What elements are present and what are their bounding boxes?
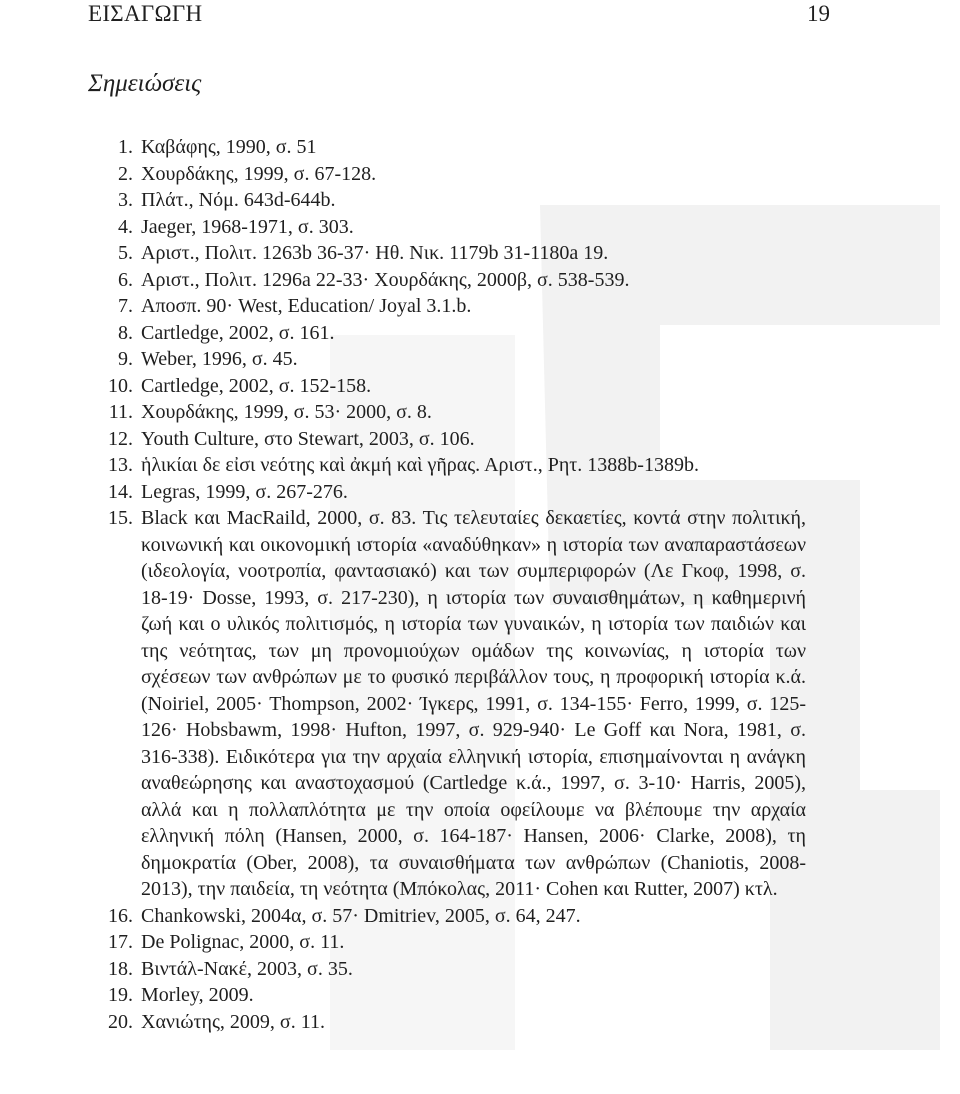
note-item [100, 929, 806, 956]
note-number: 11. [108, 401, 133, 423]
note-item [100, 214, 806, 241]
note-text: De Polignac, 2000, σ. 11. [141, 931, 345, 953]
note-item [100, 134, 806, 161]
note-item [100, 267, 806, 294]
note-number: 17. [108, 931, 133, 953]
note-item [100, 320, 806, 347]
note-number: 4. [118, 215, 133, 238]
note-item [100, 240, 806, 267]
note-number: 15. [108, 507, 133, 529]
note-text: Black και MacRaild, 2000, σ. 83. Τις τελευταίες δεκαετίες, κοντά στην πολιτική, κοινωνική και οικονομική ιστορία «αναδύθηκαν» η ιστορία των αναπαραστάσεων (ιδεολογία, νοοτροπία, φαντασιακό) και των συμπεριφορών (Λε Γκοφ, 1998, σ. 18-19· Dosse, 1993, σ. 217-230), η ιστορία των συναισθημάτων, η καθημερινή ζωή και ο υλικός πολιτισμός, η ιστορία των γυναικών, η ιστορία των παιδιών και της νεότητας, των μη προνομιούχων ομάδων της κοινωνίας, η ιστορία των σχέσεων των ανθρώπων με το φυσικό περιβάλλον τους, η προφορική ιστορία κ.ά. (Noiriel, 2005· Thompson, 2002· Ίγκερς, 1991, σ. 134-155· Ferro, 1999, σ. 125-126· Hobsbawm, 1998· Hufton, 1997, σ. 929-940· Le Goff και Nora, 1981, σ. 316-338). Ειδικότερα για την αρχαία ελληνική ιστορία, επισημαίνονται η ανάγκη αναθεώρησης και αναστοχασμού (Cartledge κ.ά., 1997, σ. 3-10· Harris, 2005), αλλά και η πολλαπλότητα με την οποία οφείλουμε να βλέπουμε την αρχαία ελληνική πόλη (Hansen, 2000, σ. 164-187· Hansen, 2006· Clarke, 2008), τη δημοκρατία (Ober, 2008), τα συναισθήματα των ανθρώπων (Chaniotis, 2008-2013), την παιδεία, τη νεότητα (Μπόκολας, 2011· Cohen και Rutter, 2007) κτλ. [141, 507, 806, 900]
note-number: 19. [108, 984, 133, 1006]
note-text: Βιντάλ-Νακέ, 2003, σ. 35. [141, 957, 353, 980]
note-item [100, 426, 806, 453]
note-number: 8. [118, 321, 133, 344]
note-item [100, 982, 806, 1009]
note-number: 13. [108, 454, 133, 476]
note-number: 10. [108, 374, 133, 397]
note-item [100, 161, 806, 188]
note-item [100, 346, 806, 373]
page-number: 19 [807, 1, 830, 26]
note-item [100, 479, 806, 506]
note-item [100, 505, 806, 903]
note-item [100, 293, 806, 320]
note-number: 14. [108, 480, 133, 503]
note-text: Chankowski, 2004α, σ. 57· Dmitriev, 2005, σ. 64, 247. [141, 904, 581, 927]
note-number: 2. [118, 162, 133, 185]
note-text: Weber, 1996, σ. 45. [141, 348, 298, 370]
note-item [100, 452, 806, 479]
note-text: Χουρδάκης, 1999, σ. 53· 2000, σ. 8. [141, 401, 432, 423]
note-number: 1. [118, 136, 133, 158]
note-number: 12. [108, 427, 133, 450]
note-text: ἡλικίαι δε εἰσι νεότης καὶ ἀκμή καὶ γῆρας. Αριστ., Ρητ. 1388b-1389b. [141, 454, 699, 476]
note-item [100, 1009, 806, 1036]
note-text: Αποσπ. 90· West, Education/ Joyal 3.1.b. [141, 295, 472, 317]
note-text: Πλάτ., Νόμ. 643d-644b. [141, 189, 336, 211]
running-header-title: ΕΙΣΑΓΩΓΗ [88, 1, 203, 26]
note-item [100, 399, 806, 426]
note-number: 20. [108, 1010, 133, 1033]
note-text: Legras, 1999, σ. 267-276. [141, 480, 348, 503]
note-text: Morley, 2009. [141, 984, 254, 1006]
note-text: Αριστ., Πολιτ. 1263b 36-37· Ηθ. Νικ. 1179b 31-1180a 19. [141, 242, 609, 264]
note-item [100, 187, 806, 214]
note-text: Καβάφης, 1990, σ. 51 [141, 136, 317, 158]
note-item [100, 903, 806, 930]
note-number: 6. [118, 268, 133, 291]
note-item [100, 956, 806, 983]
note-item [100, 373, 806, 400]
note-text: Αριστ., Πολιτ. 1296a 22-33· Χουρδάκης, 2000β, σ. 538-539. [141, 268, 630, 291]
note-text: Jaeger, 1968-1971, σ. 303. [141, 215, 354, 238]
note-number: 7. [118, 295, 133, 317]
notes-heading: Σημειώσεις [88, 70, 202, 97]
note-text: Cartledge, 2002, σ. 161. [141, 321, 335, 344]
note-text: Cartledge, 2002, σ. 152-158. [141, 374, 372, 397]
note-number: 3. [118, 189, 133, 211]
note-text: Χουρδάκης, 1999, σ. 67-128. [141, 162, 377, 185]
note-number: 5. [118, 242, 133, 264]
note-text: Χανιώτης, 2009, σ. 11. [141, 1010, 325, 1033]
running-header [88, 0, 830, 30]
note-text: Youth Culture, στο Stewart, 2003, σ. 106. [141, 427, 475, 450]
note-number: 9. [118, 348, 133, 370]
note-number: 16. [108, 904, 133, 927]
notes-list [100, 134, 806, 1035]
note-number: 18. [108, 957, 133, 980]
